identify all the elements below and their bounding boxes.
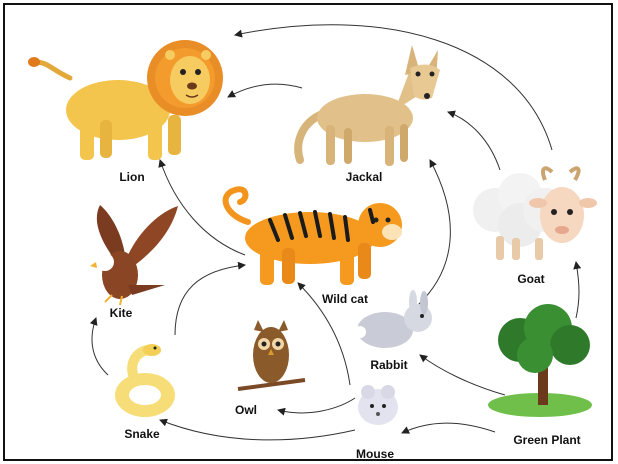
label-rabbit: Rabbit xyxy=(370,358,408,372)
arrow-snake-to-kite xyxy=(92,318,108,375)
arrow-rabbit-to-jackal xyxy=(418,160,450,305)
label-lion: Lion xyxy=(119,170,145,184)
label-goat: Goat xyxy=(517,272,545,286)
lion-icon xyxy=(28,40,223,160)
jackal-icon xyxy=(298,45,440,166)
mouse-icon xyxy=(358,385,398,425)
tree-icon xyxy=(488,304,592,417)
label-jackal: Jackal xyxy=(345,170,383,184)
eagle-icon xyxy=(90,205,178,305)
arrow-plant-to-mouse xyxy=(402,423,495,433)
arrow-goat-to-jackal xyxy=(448,112,500,170)
arrow-mouse-to-owl xyxy=(278,398,355,413)
owl-icon xyxy=(238,320,305,389)
arrow-snake-to-wildcat xyxy=(175,265,245,335)
arrow-plant-to-goat xyxy=(576,262,579,318)
label-kite: Kite xyxy=(109,306,133,320)
label-snake: Snake xyxy=(124,427,160,441)
goat-icon xyxy=(473,168,597,260)
arrow-mouse-to-snake xyxy=(160,420,355,440)
snake-icon xyxy=(115,344,175,417)
arrow-jackal-to-lion xyxy=(228,84,302,97)
label-mouse: Mouse xyxy=(355,447,395,461)
label-owl: Owl xyxy=(234,403,258,417)
label-green-plant: Green Plant xyxy=(513,433,581,447)
tiger-icon xyxy=(226,189,402,285)
arrow-wildcat-to-lion xyxy=(160,160,245,255)
label-wild-cat: Wild cat xyxy=(322,292,368,306)
arrow-plant-to-rabbit xyxy=(420,355,505,395)
